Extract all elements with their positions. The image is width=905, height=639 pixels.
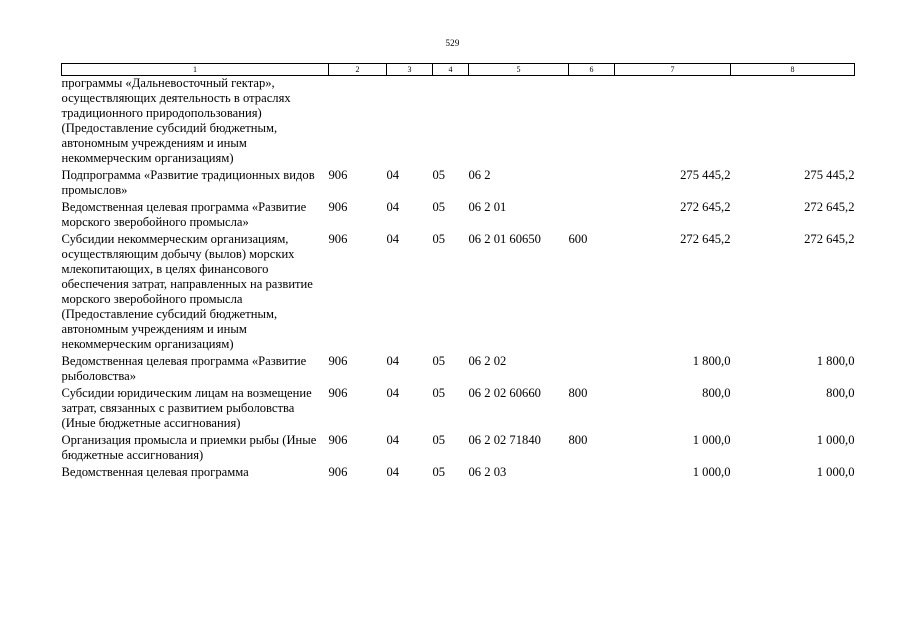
row-target-article: 06 2 02 71840 xyxy=(468,433,541,447)
header-col-3: 3 xyxy=(387,64,433,76)
table-row xyxy=(62,433,855,465)
row-ministry-code: 906 xyxy=(328,465,348,479)
table-row xyxy=(62,465,855,480)
row-section: 04 xyxy=(386,433,400,447)
row-amount-2: 1 000,0 xyxy=(816,433,855,447)
row-expense-type xyxy=(569,168,615,200)
row-subsection: 05 xyxy=(432,354,446,368)
row-expense-type: 600 xyxy=(568,232,588,246)
row-section: 04 xyxy=(386,168,400,182)
header-col-4: 4 xyxy=(433,64,469,76)
row-section xyxy=(387,76,433,169)
table-row xyxy=(62,386,855,433)
row-section: 04 xyxy=(386,200,400,214)
row-amount-2: 272 645,2 xyxy=(804,200,855,214)
row-name: Организация промысла и приемки рыбы (Иные бюджетные ассигнования) xyxy=(61,433,317,462)
header-col-1: 1 xyxy=(62,64,329,76)
row-subsection: 05 xyxy=(432,232,446,246)
table-row xyxy=(62,232,855,354)
row-subsection: 05 xyxy=(432,465,446,479)
row-amount-2: 275 445,2 xyxy=(804,168,855,182)
row-amount-1: 1 000,0 xyxy=(692,465,731,479)
row-ministry-code: 906 xyxy=(328,354,348,368)
row-ministry-code xyxy=(329,76,387,169)
row-subsection: 05 xyxy=(432,433,446,447)
row-amount-2 xyxy=(731,76,855,169)
header-col-8: 8 xyxy=(731,64,855,76)
table-row xyxy=(62,76,855,169)
row-section: 04 xyxy=(386,354,400,368)
row-expense-type xyxy=(569,354,615,386)
row-name: Ведомственная целевая программа «Развитие рыболовства» xyxy=(61,354,307,383)
row-section: 04 xyxy=(386,386,400,400)
row-target-article: 06 2 xyxy=(468,168,491,182)
row-ministry-code: 906 xyxy=(328,168,348,182)
column-number-header xyxy=(62,64,855,76)
row-amount-2: 272 645,2 xyxy=(804,232,855,246)
row-amount-1: 1 000,0 xyxy=(692,433,731,447)
header-col-6: 6 xyxy=(569,64,615,76)
row-name: программы «Дальневосточный гектар», осуществляющих деятельность в отраслях традиционного природопользования) (Предоставление субсидий бюджетным, автономным учреждениям и иным некоммерческим организациям) xyxy=(61,76,291,165)
header-col-7: 7 xyxy=(615,64,731,76)
row-subsection: 05 xyxy=(432,168,446,182)
row-name: Ведомственная целевая программа «Развитие морского зверобойного промысла» xyxy=(61,200,307,229)
row-name: Подпрограмма «Развитие традиционных видов промыслов» xyxy=(61,168,315,197)
row-expense-type: 800 xyxy=(568,386,588,400)
row-ministry-code: 906 xyxy=(328,386,348,400)
row-target-article: 06 2 03 xyxy=(468,465,507,479)
row-amount-2: 1 000,0 xyxy=(816,465,855,479)
row-amount-1: 272 645,2 xyxy=(680,200,731,214)
row-amount-1: 272 645,2 xyxy=(680,232,731,246)
row-target-article: 06 2 02 xyxy=(468,354,507,368)
row-section: 04 xyxy=(386,465,400,479)
table-row xyxy=(62,354,855,386)
row-subsection: 05 xyxy=(432,200,446,214)
row-ministry-code: 906 xyxy=(328,433,348,447)
row-subsection xyxy=(433,76,469,169)
row-expense-type xyxy=(569,76,615,169)
row-target-article xyxy=(469,76,569,169)
row-amount-2: 800,0 xyxy=(826,386,855,400)
row-expense-type xyxy=(569,200,615,232)
row-expense-type: 800 xyxy=(568,433,588,447)
row-target-article: 06 2 01 xyxy=(468,200,507,214)
header-col-5: 5 xyxy=(469,64,569,76)
row-subsection: 05 xyxy=(432,386,446,400)
page-number: 529 xyxy=(445,38,460,48)
row-name: Субсидии юридическим лицам на возмещение затрат, связанных с развитием рыболовства (Иные бюджетные ассигнования) xyxy=(61,386,312,430)
budget-table xyxy=(61,63,855,480)
table-row xyxy=(62,200,855,232)
header-col-2: 2 xyxy=(329,64,387,76)
row-amount-1: 1 800,0 xyxy=(692,354,731,368)
row-target-article: 06 2 02 60660 xyxy=(468,386,541,400)
row-target-article: 06 2 01 60650 xyxy=(468,232,541,246)
row-ministry-code: 906 xyxy=(328,232,348,246)
row-ministry-code: 906 xyxy=(328,200,348,214)
table-row xyxy=(62,168,855,200)
row-amount-1 xyxy=(615,76,731,169)
row-amount-2: 1 800,0 xyxy=(816,354,855,368)
row-name: Субсидии некоммерческим организациям, осуществляющим добычу (вылов) морских млекопитающих, в целях финансового обеспечения затрат, направленных на развитие морского зверобойного промысла (Предоставление субсидий бюджетным, автономным учреждениям и иным некоммерческим организациям) xyxy=(61,232,313,351)
row-expense-type xyxy=(569,465,615,480)
row-amount-1: 800,0 xyxy=(702,386,731,400)
row-amount-1: 275 445,2 xyxy=(680,168,731,182)
row-section: 04 xyxy=(386,232,400,246)
row-name: Ведомственная целевая программа xyxy=(61,465,249,479)
